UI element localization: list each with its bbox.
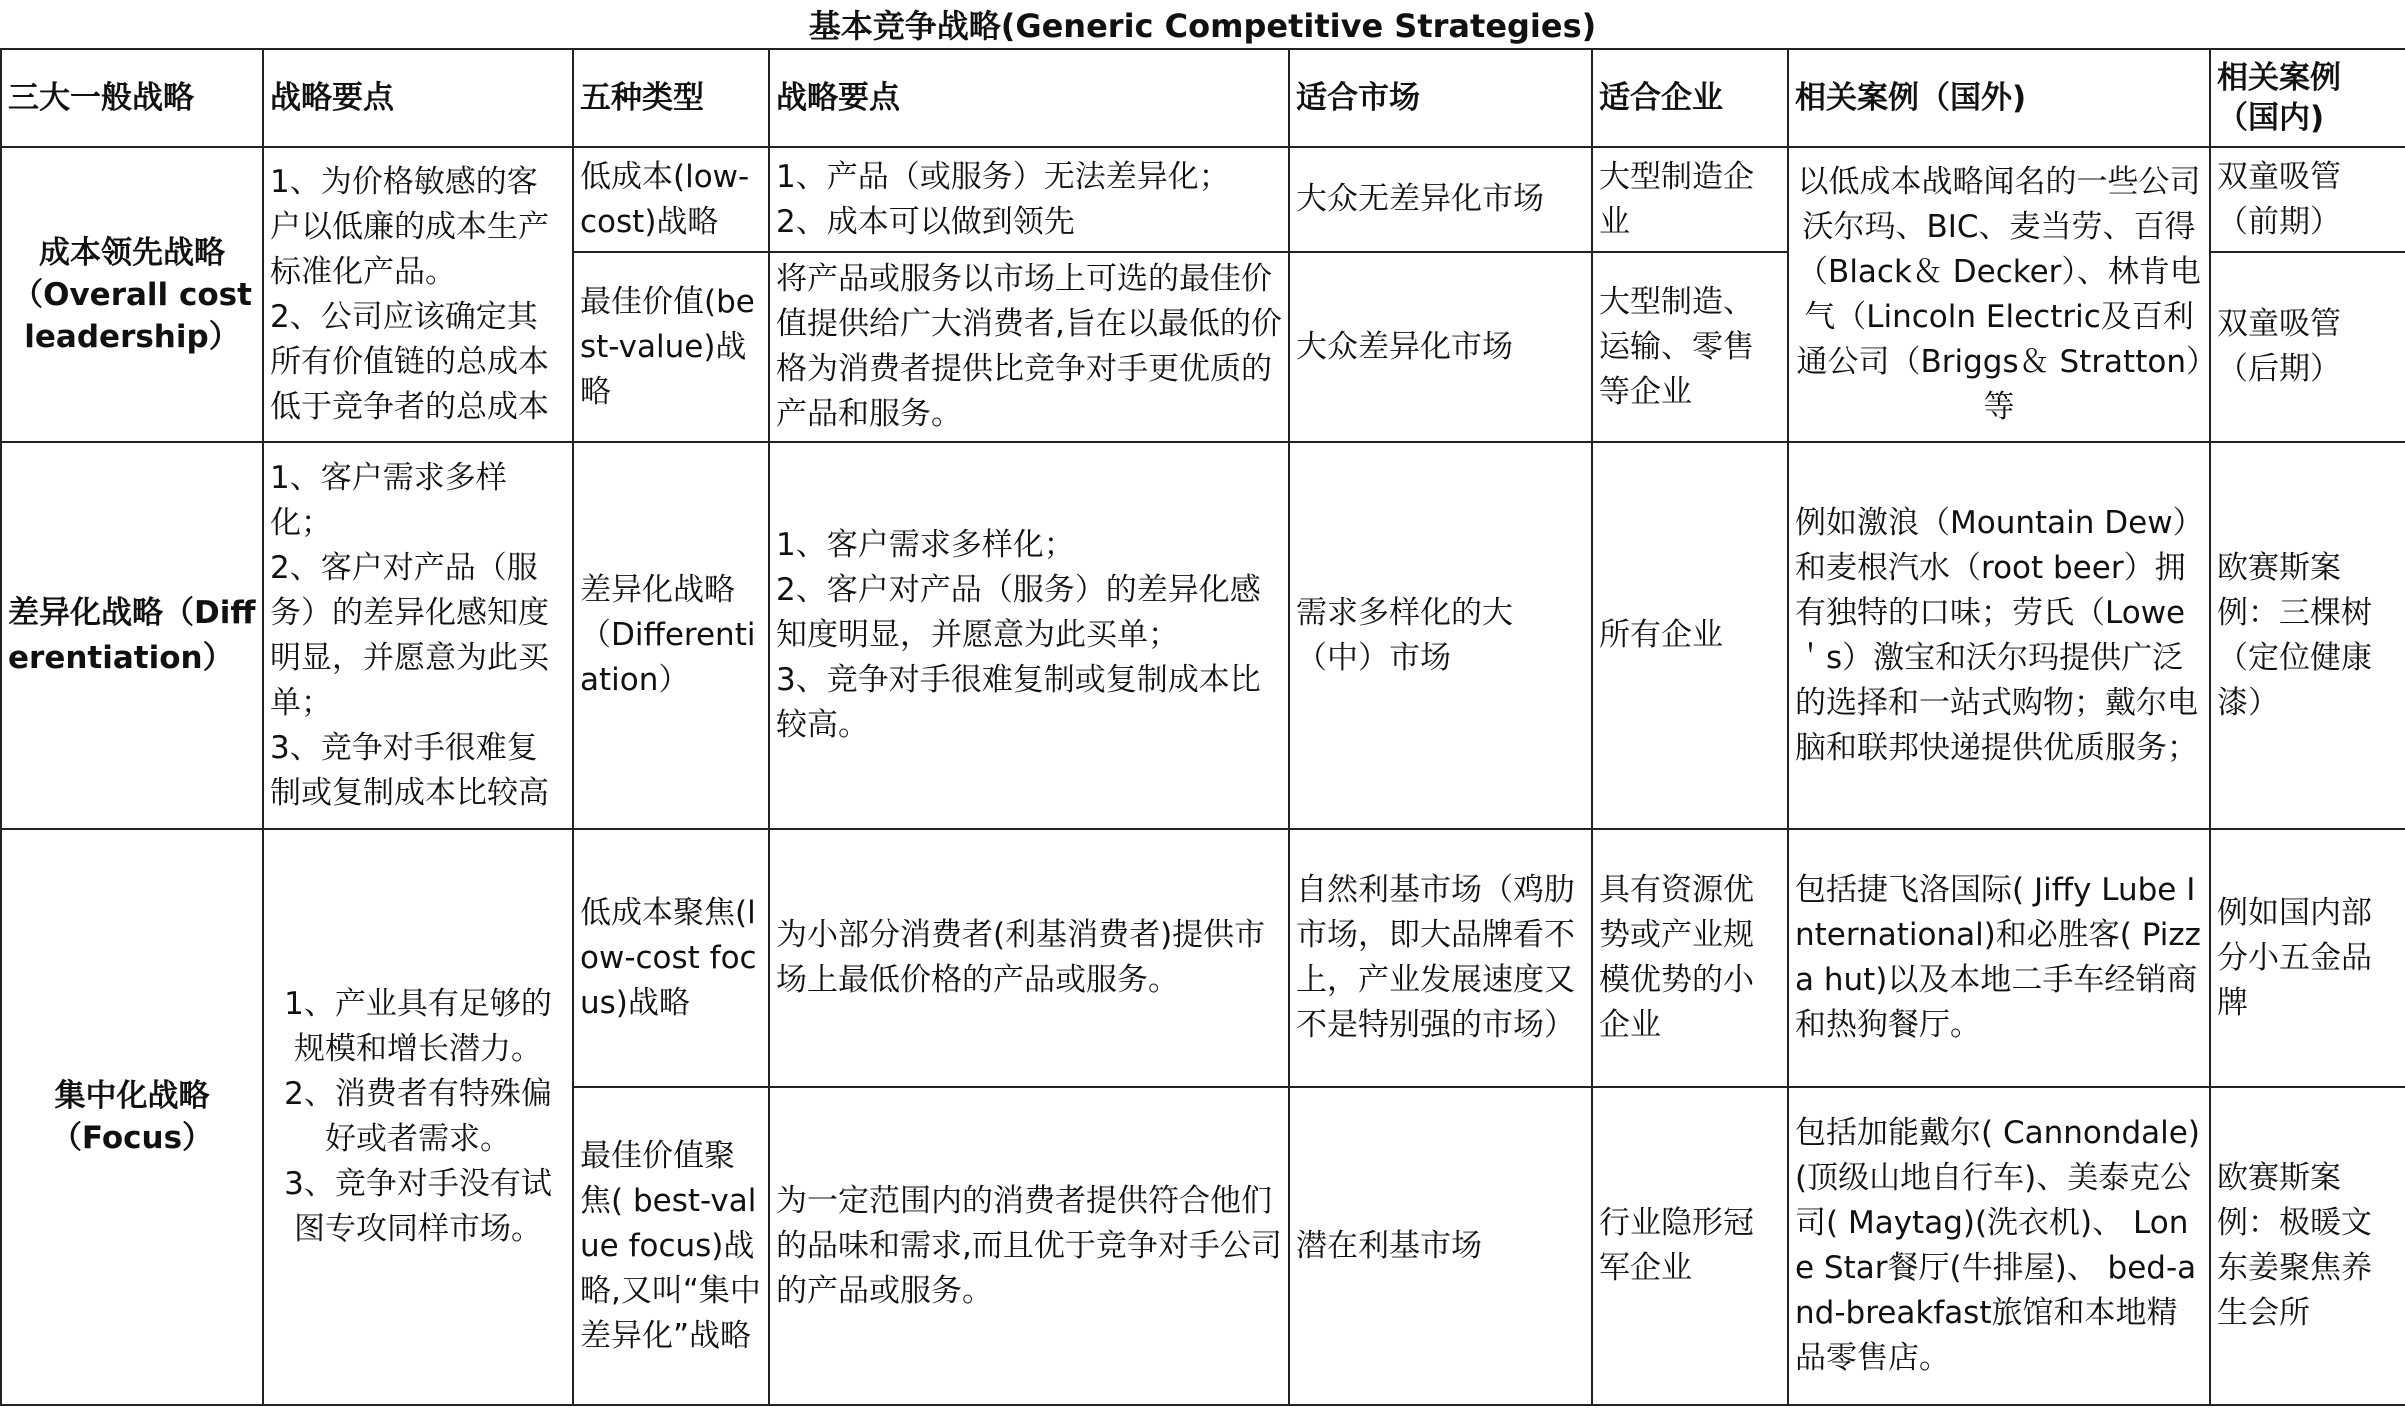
focus-strategy: 集中化战略 （Focus） — [1, 829, 263, 1405]
cost-leadership-foreign-cases: 以低成本战略闻名的一些公司沃尔玛、BIC、麦当劳、百得（Black＆ Decker）、林肯电气（Lincoln Electric及百利通公司（Briggs＆ Stratton）等 — [1788, 147, 2210, 442]
low-cost-focus-points: 为小部分消费者(利基消费者)提供市场上最低价格的产品或服务。 — [769, 829, 1289, 1087]
differentiation-market: 需求多样化的大（中）市场 — [1289, 442, 1592, 829]
differentiation-company: 所有企业 — [1592, 442, 1788, 829]
table-row — [1, 442, 2405, 829]
differentiation-strategy: 差异化战略（Differentiation） — [1, 442, 263, 829]
best-value-focus-foreign-cases: 包括加能戴尔( Cannondale)(顶级山地自行车)、美泰克公司( Maytag)(洗衣机)、 Lone Star餐厅(牛排屋)、 bed-and-breakfast旅馆和本地精品零售店。 — [1788, 1087, 2210, 1405]
differentiation-domestic-case: 欧赛斯案例：三棵树（定位健康漆） — [2210, 442, 2405, 829]
cost-leadership-strategy: 成本领先战略 （Overall cost leadership） — [1, 147, 263, 442]
table-row — [1, 829, 2405, 1087]
low-cost-type: 低成本(low-cost)战略 — [573, 147, 769, 252]
best-value-focus-company: 行业隐形冠军企业 — [1592, 1087, 1788, 1405]
best-value-points: 将产品或服务以市场上可选的最佳价值提供给广大消费者,旨在以最低的价格为消费者提供比竞争对手更优质的产品和服务。 — [769, 252, 1289, 442]
low-cost-focus-market: 自然利基市场（鸡肋市场，即大品牌看不上，产业发展速度又不是特别强的市场） — [1289, 829, 1592, 1087]
sheet-title: 基本竞争战略(Generic Competitive Strategies) — [808, 7, 1597, 45]
cost-leadership-points: 1、为价格敏感的客户以低廉的成本生产标准化产品。 2、公司应该确定其所有价值链的总成本低于竞争者的总成本 — [263, 147, 573, 442]
best-value-focus-points: 为一定范围内的消费者提供符合他们的品味和需求,而且优于竞争对手公司的产品或服务。 — [769, 1087, 1289, 1405]
differentiation-points: 1、客户需求多样化； 2、客户对产品（服务）的差异化感知度明显，并愿意为此买单； 3、竞争对手很难复制或复制成本比较高 — [263, 442, 573, 829]
header-type-points: 战略要点 — [769, 49, 1289, 147]
focus-points: 1、产业具有足够的规模和增长潜力。 2、消费者有特殊偏好或者需求。 3、竞争对手没有试图专攻同样市场。 — [263, 829, 573, 1405]
best-value-focus-domestic-case: 欧赛斯案例：极暖文东姜聚焦养生会所 — [2210, 1087, 2405, 1405]
low-cost-points: 1、产品（或服务）无法差异化； 2、成本可以做到领先 — [769, 147, 1289, 252]
header-domestic-cases: 相关案例（国内) — [2210, 49, 2405, 147]
strategy-table — [0, 48, 2405, 1406]
low-cost-focus-domestic-case: 例如国内部分小五金品牌 — [2210, 829, 2405, 1087]
best-value-focus-market: 潜在利基市场 — [1289, 1087, 1592, 1405]
table-row — [1, 147, 2405, 252]
low-cost-domestic-case: 双童吸管（前期） — [2210, 147, 2405, 252]
best-value-domestic-case: 双童吸管（后期） — [2210, 252, 2405, 442]
low-cost-market: 大众无差异化市场 — [1289, 147, 1592, 252]
header-strategy-points: 战略要点 — [263, 49, 573, 147]
low-cost-focus-foreign-cases: 包括捷飞洛国际( Jiffy Lube International)和必胜客( Pizza hut)以及本地二手车经销商和热狗餐厅。 — [1788, 829, 2210, 1087]
header-market: 适合市场 — [1289, 49, 1592, 147]
header-general-strategy: 三大一般战略 — [1, 49, 263, 147]
best-value-focus-type: 最佳价值聚焦( best-value focus)战略,又叫“集中差异化”战略 — [573, 1087, 769, 1405]
differentiation-type-points: 1、客户需求多样化； 2、客户对产品（服务）的差异化感知度明显，并愿意为此买单； 3、竞争对手很难复制或复制成本比较高。 — [769, 442, 1289, 829]
low-cost-company: 大型制造企业 — [1592, 147, 1788, 252]
low-cost-focus-type: 低成本聚焦(low-cost focus)战略 — [573, 829, 769, 1087]
header-company: 适合企业 — [1592, 49, 1788, 147]
header-row — [1, 49, 2405, 147]
header-foreign-cases: 相关案例（国外) — [1788, 49, 2210, 147]
differentiation-type: 差异化战略（Differentiation） — [573, 442, 769, 829]
low-cost-focus-company: 具有资源优势或产业规模优势的小企业 — [1592, 829, 1788, 1087]
header-five-types: 五种类型 — [573, 49, 769, 147]
differentiation-foreign-cases: 例如激浪（Mountain Dew）和麦根汽水（root beer）拥有独特的口味；劳氏（Lowe＇s）激宝和沃尔玛提供广泛的选择和一站式购物；戴尔电脑和联邦快递提供优质服务； — [1788, 442, 2210, 829]
best-value-type: 最佳价值(best-value)战略 — [573, 252, 769, 442]
best-value-company: 大型制造、运输、零售等企业 — [1592, 252, 1788, 442]
best-value-market: 大众差异化市场 — [1289, 252, 1592, 442]
